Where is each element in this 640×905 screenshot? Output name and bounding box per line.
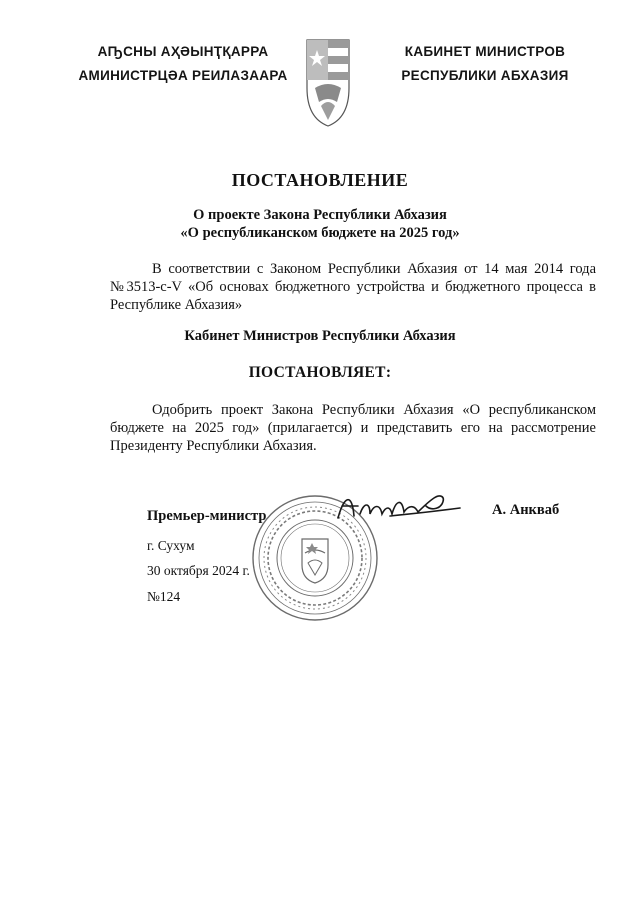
signatory-name: А. Анкваб xyxy=(492,502,560,518)
subject-line2: «О республиканском бюджете на 2025 год» xyxy=(180,225,460,241)
document-number: №124 xyxy=(147,589,181,604)
header-abkhaz-line2: АМИНИСТРЦӘА РЕИЛАЗААРА xyxy=(78,68,288,83)
decree-heading: ПОСТАНОВЛЯЕТ: xyxy=(248,364,392,381)
header-abkhaz-line1: АҦСНЫ АҲӘЫНҬҚАРРА xyxy=(97,44,269,59)
header-russian-line1: КАБИНЕТ МИНИСТРОВ xyxy=(404,44,566,59)
handwritten-signature xyxy=(330,488,470,528)
header-abkhaz xyxy=(78,40,288,88)
cabinet-line: Кабинет Министров Республики Абхазия xyxy=(184,328,456,344)
header-russian xyxy=(390,40,580,88)
issue-place: г. Сухум xyxy=(147,538,195,553)
decision-paragraph: Одобрить проект Закона Республики Абхазия «О республиканском бюджете на 2025 год» (прилагается) и представить его на рассмотрение Президенту Республики Абхазия. xyxy=(110,402,596,454)
signatory-position: Премьер-министр xyxy=(147,508,267,524)
header-russian-line2: РЕСПУБЛИКИ АБХАЗИЯ xyxy=(401,68,569,83)
document-title: ПОСТАНОВЛЕНИЕ xyxy=(231,170,409,190)
document-subject xyxy=(0,206,640,242)
preamble-paragraph: В соответствии с Законом Республики Абхазия от 14 мая 2014 года №3513-с-V «Об основах бюджетного устройства и бюджетного процесса в Республике Абхазия» xyxy=(110,261,596,313)
subject-line1: О проекте Закона Республики Абхазия xyxy=(193,207,447,223)
coat-of-arms-icon xyxy=(303,36,353,128)
issue-date: 30 октября 2024 г. xyxy=(147,563,250,578)
